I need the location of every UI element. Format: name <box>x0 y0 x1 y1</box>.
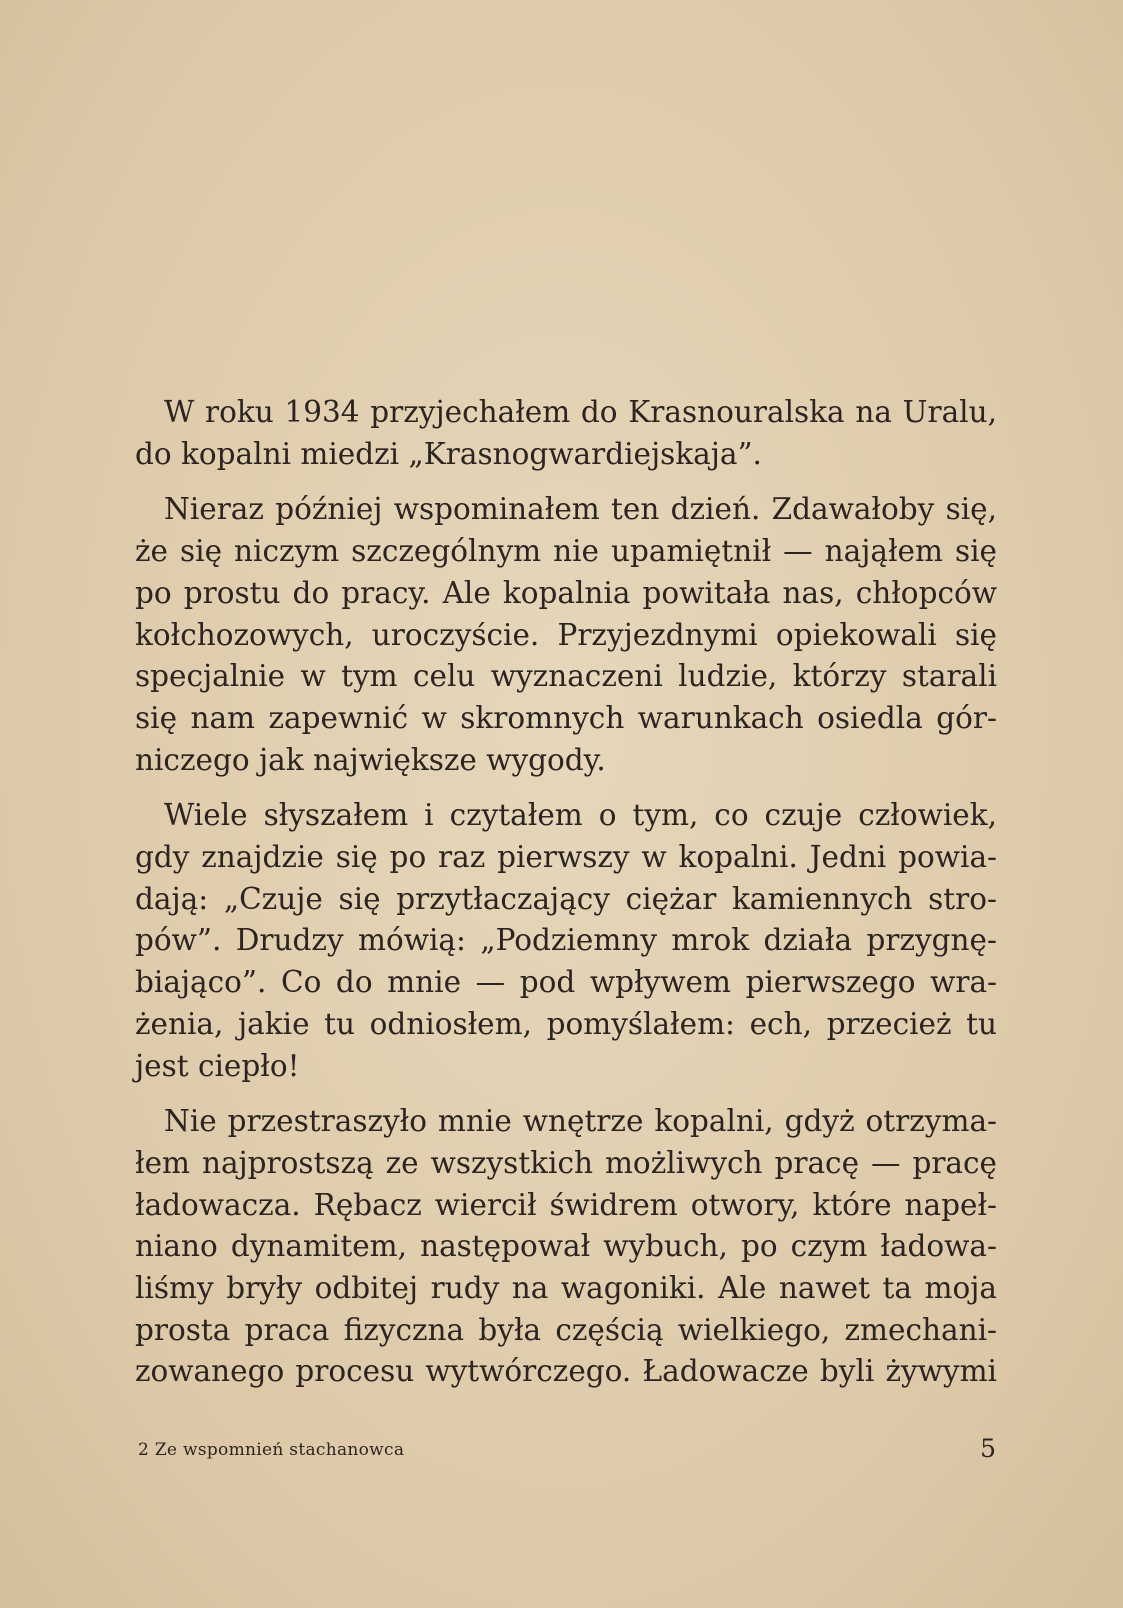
paragraph-1 <box>135 392 997 475</box>
text-line: dają: „Czuje się przytłaczający ciężar kamiennych stro- <box>135 881 997 916</box>
text-line: prosta praca fizyczna była częścią wielkiego, zmechani- <box>135 1312 997 1347</box>
text-line: do kopalni miedzi „Krasnogwardiejskaja”. <box>135 436 762 471</box>
text-line: liśmy bryły odbitej rudy na wagoniki. Ale nawet ta moja <box>135 1271 997 1306</box>
text-line: po prostu do pracy. Ale kopalnia powitała nas, chłopców <box>135 575 997 610</box>
paragraph-3 <box>135 795 997 1087</box>
text-line: Nieraz później wspominałem ten dzień. Zdawałoby się, <box>164 492 997 527</box>
text-line: Nie przestraszyło mnie wnętrze kopalni, gdyż otrzyma- <box>164 1104 997 1139</box>
text-line: niano dynamitem, następował wybuch, po czym ładowa- <box>135 1229 997 1264</box>
signature-mark: 2 Ze wspomnień stachanowca <box>138 1440 405 1460</box>
paragraph-4 <box>135 1101 997 1393</box>
body-text <box>135 392 997 1407</box>
text-line: niczego jak największe wygody. <box>135 742 606 777</box>
text-line: biająco”. Co do mnie — pod wpływem pierwszego wra- <box>135 965 997 1000</box>
text-line: żenia, jakie tu odniosłem, pomyślałem: ech, przecież tu <box>135 1006 997 1041</box>
text-line: gdy znajdzie się po raz pierwszy w kopalni. Jedni powia- <box>135 840 997 875</box>
text-line: pów”. Drudzy mówią: „Podziemny mrok działa przygnę- <box>135 923 997 958</box>
text-line: jest ciepło! <box>135 1048 300 1083</box>
text-line: zowanego procesu wytwórczego. Ładowacze byli żywymi <box>135 1354 997 1389</box>
text-line: ładowacza. Rębacz wiercił świdrem otwory, które napeł- <box>135 1187 997 1222</box>
page-number: 5 <box>980 1434 996 1463</box>
text-line: łem najprostszą ze wszystkich możliwych pracę — pracę <box>135 1145 997 1180</box>
text-line: kołchozowych, uroczyście. Przyjezdnymi opiekowali się <box>135 617 997 652</box>
paragraph-2 <box>135 489 997 781</box>
text-line: specjalnie w tym celu wyznaczeni ludzie, którzy starali <box>135 659 997 694</box>
text-line: Wiele słyszałem i czytałem o tym, co czuje człowiek, <box>164 798 997 833</box>
text-line: się nam zapewnić w skromnych warunkach osiedla gór- <box>135 700 997 735</box>
text-line: że się niczym szczególnym nie upamiętnił — nająłem się <box>135 534 997 569</box>
text-line: W roku 1934 przyjechałem do Krasnouralska na Uralu, <box>164 395 997 429</box>
